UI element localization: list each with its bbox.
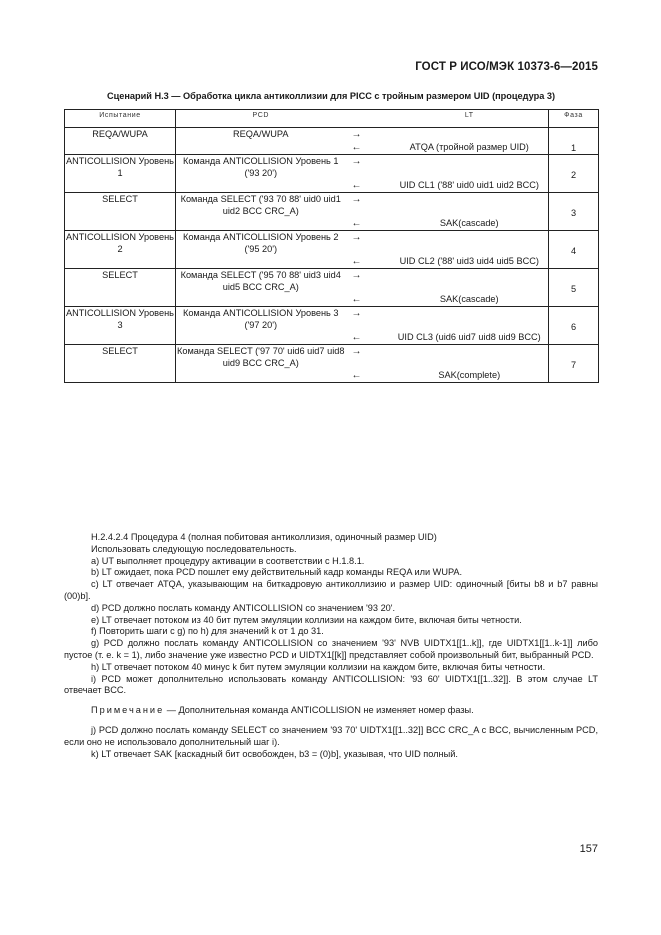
phase-number: 7 <box>570 360 577 370</box>
arrow-left-icon: ← <box>351 142 362 153</box>
arrow-to-lt-cell <box>346 231 391 256</box>
page-number: 157 <box>579 843 598 855</box>
cell-lt-empty <box>391 307 549 332</box>
column-header-lt: LT <box>391 110 549 128</box>
step-k: k) LT отвечает SAK [каскадный бит освобожден, b3 = (0)b], указывая, что UID полный. <box>91 748 458 759</box>
arrow-to-lt-cell <box>346 269 391 294</box>
cell-lt-response: UID CL3 (uid6 uid7 uid8 uid9 BCC) <box>391 331 549 345</box>
cell-test: ANTICOLLISION Уровень 1 <box>65 155 176 193</box>
arrow-left-icon: ← <box>351 218 362 229</box>
scenario-table <box>64 109 599 383</box>
arrow-left-icon: ← <box>351 294 362 305</box>
arrow-to-pcd-cell <box>346 217 391 231</box>
cell-lt-response: UID CL2 ('88' uid3 uid4 uid5 BCC) <box>391 255 549 269</box>
cell-phase <box>549 269 599 307</box>
arrow-right-icon: → <box>351 308 362 319</box>
standard-id-header: ГОСТ Р ИСО/МЭК 10373-6—2015 <box>415 61 598 73</box>
cell-pcd-command: Команда SELECT ('93 70 88' uid0 uid1 uid2 BCC CRC_A) <box>180 194 341 216</box>
cell-pcd-command: Команда ANTICOLLISION Уровень 1 ('93 20') <box>182 156 339 178</box>
arrow-left-icon: ← <box>351 332 362 343</box>
cell-lt-response: ATQA (тройной размер UID) <box>391 141 549 155</box>
phase-number: 3 <box>570 208 577 218</box>
table-row <box>65 193 599 218</box>
phase-number: 5 <box>570 284 577 294</box>
cell-pcd-empty <box>176 293 346 307</box>
arrow-to-pcd-cell <box>346 293 391 307</box>
step-e: e) LT отвечает потоком из 40 бит путем эмуляции коллизии на каждом бите, включая биты четности. <box>91 614 522 625</box>
cell-test: ANTICOLLISION Уровень 2 <box>65 231 176 269</box>
procedure-intro: Использовать следующую последовательность. <box>91 543 297 554</box>
cell-test: SELECT <box>65 193 176 231</box>
cell-lt-empty <box>391 128 549 142</box>
arrow-to-pcd-cell <box>346 179 391 193</box>
cell-lt-empty <box>391 155 549 180</box>
table-caption: Сценарий H.3 — Обработка цикла антиколлизии для PICC с тройным размером UID (процедура 3) <box>106 91 556 101</box>
arrow-left-icon: ← <box>351 256 362 267</box>
arrow-to-lt-cell <box>346 307 391 332</box>
table-header-row <box>65 110 599 128</box>
column-header-test: Испытание <box>65 110 176 128</box>
cell-lt-empty <box>391 345 549 370</box>
cell-lt-response: SAK(complete) <box>391 369 549 383</box>
table-body <box>65 128 599 383</box>
table-row <box>65 231 599 256</box>
arrow-right-icon: → <box>351 270 362 281</box>
cell-pcd-empty <box>176 217 346 231</box>
arrow-to-pcd-cell <box>346 369 391 383</box>
arrow-right-icon: → <box>351 129 362 140</box>
column-header-phase: Фаза <box>549 110 599 128</box>
arrow-right-icon: → <box>351 156 362 167</box>
note <box>64 705 598 717</box>
table-row <box>65 345 599 370</box>
step-d: d) PCD должно послать команду ANTICOLLISION со значением '93 20'. <box>91 602 396 613</box>
procedure-text <box>64 532 598 760</box>
step-g: g) PCD должно послать команду ANTICOLLISION со значением '93' NVB UIDTX1[[1..k]], где UIDTX1[[1..k-1]] либо пустое (т. е. k = 1), либо значение уже известно PCD и UIDTX1[[k]] представляет собой произвольный бит, выбранный PCD. <box>64 638 598 660</box>
step-c <box>64 579 598 603</box>
cell-lt-empty <box>391 231 549 256</box>
cell-test: SELECT <box>65 269 176 307</box>
note-text: — Дополнительная команда ANTICOLLISION не изменяет номер фазы. <box>164 705 474 716</box>
step-i: i) PCD может дополнительно использовать команду ANTICOLLISION: '93 60' UIDTX1[[1..32]]. В этом случае LT отвечает BCC. <box>64 673 598 696</box>
step-j: j) PCD должно послать команду SELECT со значением '93 70' UIDTX1[[1..32]] BCC CRC_A с BCC, вычисленным PCD, если оно не использовало дополнительный шаг i). <box>64 724 598 747</box>
cell-phase <box>549 155 599 193</box>
table-row <box>65 155 599 180</box>
cell-pcd-empty <box>176 141 346 155</box>
column-header-pcd: PCD <box>176 110 346 128</box>
arrow-to-lt-cell <box>346 128 391 142</box>
procedure-heading: H.2.4.2.4 Процедура 4 (полная побитовая антиколлизия, одиночный размер UID) <box>91 532 437 542</box>
arrow-left-icon: ← <box>351 180 362 191</box>
cell-pcd-empty <box>176 331 346 345</box>
cell-lt-response: SAK(cascade) <box>391 217 549 231</box>
cell-lt-empty <box>391 269 549 294</box>
step-c-text: c) LT отвечает ATQA, указывающим на биткадровую антиколлизию и размер UID: одиночный [биты b8 и b7 равны (00)b]. <box>64 579 598 601</box>
cell-phase <box>549 128 599 155</box>
cell-pcd-empty <box>176 179 346 193</box>
column-header-direction <box>346 110 391 128</box>
arrow-to-pcd-cell <box>346 331 391 345</box>
arrow-right-icon: → <box>351 194 362 205</box>
arrow-to-pcd-cell <box>346 255 391 269</box>
phase-number: 2 <box>570 170 577 180</box>
cell-pcd-command: Команда SELECT ('95 70 88' uid3 uid4 uid5 BCC CRC_A) <box>180 270 341 292</box>
phase-number: 4 <box>570 246 577 256</box>
cell-pcd-command: Команда SELECT ('97 70' uid6 uid7 uid8 uid9 BCC CRC_A) <box>177 346 345 368</box>
cell-phase <box>549 193 599 231</box>
arrow-to-lt-cell <box>346 155 391 180</box>
cell-pcd-command: Команда ANTICOLLISION Уровень 2 ('95 20') <box>182 232 339 254</box>
cell-phase <box>549 345 599 383</box>
cell-lt-empty <box>391 193 549 218</box>
arrow-right-icon: → <box>351 232 362 243</box>
arrow-to-lt-cell <box>346 193 391 218</box>
cell-phase <box>549 231 599 269</box>
cell-pcd-empty <box>176 255 346 269</box>
cell-test: SELECT <box>65 345 176 383</box>
table-row <box>65 128 599 142</box>
step-h: h) LT отвечает потоком 40 минус k бит путем эмуляции коллизии на каждом бите, включая биты четности. <box>91 661 546 672</box>
step-f: f) Повторить шаги с g) по h) для значений k от 1 до 31. <box>91 626 324 637</box>
step-a: a) UT выполняет процедуру активации в соответствии с H.1.8.1. <box>91 555 365 566</box>
cell-lt-response: UID CL1 ('88' uid0 uid1 uid2 BCC) <box>391 179 549 193</box>
cell-pcd-empty <box>176 369 346 383</box>
arrow-to-pcd-cell <box>346 141 391 155</box>
table-row <box>65 307 599 332</box>
note-label: Примечание <box>91 705 165 716</box>
cell-phase <box>549 307 599 345</box>
arrow-left-icon: ← <box>351 370 362 381</box>
cell-test: REQA/WUPA <box>65 128 176 155</box>
cell-test: ANTICOLLISION Уровень 3 <box>65 307 176 345</box>
arrow-to-lt-cell <box>346 345 391 370</box>
cell-pcd-command: Команда ANTICOLLISION Уровень 3 ('97 20') <box>182 308 339 330</box>
step-b: b) LT ожидает, пока PCD пошлет ему действительный кадр команды REQA или WUPA. <box>91 567 463 578</box>
cell-pcd-command: REQA/WUPA <box>233 129 289 139</box>
arrow-right-icon: → <box>351 346 362 357</box>
phase-number: 6 <box>570 322 577 332</box>
cell-lt-response: SAK(cascade) <box>391 293 549 307</box>
table-row <box>65 269 599 294</box>
phase-number: 1 <box>570 143 577 153</box>
